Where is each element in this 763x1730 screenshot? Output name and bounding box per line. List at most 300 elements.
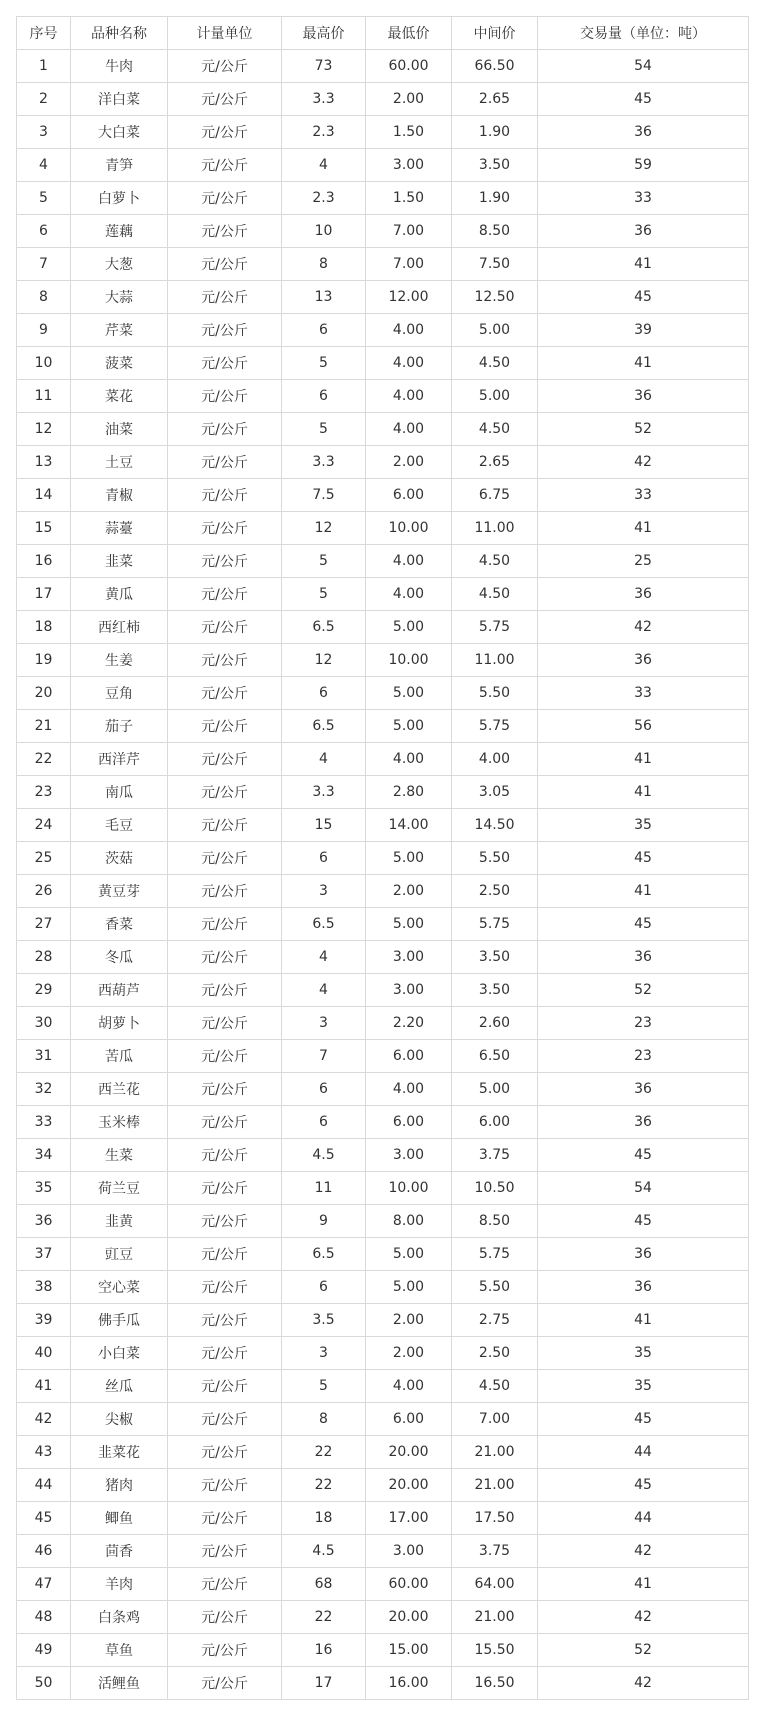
- table-row: [17, 215, 749, 248]
- cell-max-price: 8: [282, 1403, 366, 1436]
- cell-min-price: 3.00: [366, 1139, 452, 1172]
- cell-mid-price: 2.75: [452, 1304, 538, 1337]
- cell-variety-name: 南瓜: [71, 776, 168, 809]
- cell-variety-name: 佛手瓜: [71, 1304, 168, 1337]
- cell-max-price: 17: [282, 1667, 366, 1700]
- cell-unit: 元/公斤: [168, 479, 282, 512]
- table-row: [17, 380, 749, 413]
- cell-unit: 元/公斤: [168, 512, 282, 545]
- cell-variety-name: 西葫芦: [71, 974, 168, 1007]
- table-row: [17, 1436, 749, 1469]
- cell-variety-name: 韭菜: [71, 545, 168, 578]
- cell-mid-price: 21.00: [452, 1469, 538, 1502]
- table-row: [17, 1601, 749, 1634]
- cell-index: 15: [17, 512, 71, 545]
- table-row: [17, 611, 749, 644]
- cell-volume: 45: [538, 842, 749, 875]
- cell-mid-price: 4.50: [452, 578, 538, 611]
- cell-volume: 41: [538, 1568, 749, 1601]
- cell-max-price: 6.5: [282, 908, 366, 941]
- price-table-container: [16, 16, 749, 1700]
- table-row: [17, 314, 749, 347]
- cell-min-price: 6.00: [366, 479, 452, 512]
- cell-min-price: 4.00: [366, 1370, 452, 1403]
- cell-min-price: 4.00: [366, 314, 452, 347]
- cell-max-price: 22: [282, 1436, 366, 1469]
- cell-unit: 元/公斤: [168, 50, 282, 83]
- cell-index: 8: [17, 281, 71, 314]
- cell-min-price: 4.00: [366, 545, 452, 578]
- cell-variety-name: 韭黄: [71, 1205, 168, 1238]
- cell-max-price: 18: [282, 1502, 366, 1535]
- cell-index: 22: [17, 743, 71, 776]
- cell-volume: 36: [538, 578, 749, 611]
- cell-volume: 44: [538, 1502, 749, 1535]
- cell-max-price: 12: [282, 512, 366, 545]
- cell-max-price: 16: [282, 1634, 366, 1667]
- cell-min-price: 7.00: [366, 248, 452, 281]
- cell-unit: 元/公斤: [168, 1007, 282, 1040]
- cell-mid-price: 5.75: [452, 908, 538, 941]
- cell-max-price: 5: [282, 545, 366, 578]
- header-row: [17, 17, 749, 50]
- cell-max-price: 6: [282, 1271, 366, 1304]
- cell-min-price: 1.50: [366, 116, 452, 149]
- table-row: [17, 1304, 749, 1337]
- cell-mid-price: 5.75: [452, 1238, 538, 1271]
- cell-variety-name: 茨菇: [71, 842, 168, 875]
- cell-index: 36: [17, 1205, 71, 1238]
- cell-max-price: 15: [282, 809, 366, 842]
- cell-volume: 52: [538, 1634, 749, 1667]
- cell-mid-price: 1.90: [452, 182, 538, 215]
- header-col-min-price: 最低价: [366, 17, 452, 50]
- cell-index: 14: [17, 479, 71, 512]
- cell-unit: 元/公斤: [168, 1139, 282, 1172]
- cell-volume: 59: [538, 149, 749, 182]
- table-row: [17, 941, 749, 974]
- cell-mid-price: 4.50: [452, 545, 538, 578]
- cell-volume: 52: [538, 974, 749, 1007]
- cell-unit: 元/公斤: [168, 1634, 282, 1667]
- table-row: [17, 512, 749, 545]
- table-row: [17, 1205, 749, 1238]
- cell-variety-name: 草鱼: [71, 1634, 168, 1667]
- table-row: [17, 83, 749, 116]
- cell-mid-price: 64.00: [452, 1568, 538, 1601]
- cell-min-price: 5.00: [366, 677, 452, 710]
- cell-mid-price: 5.00: [452, 1073, 538, 1106]
- cell-mid-price: 7.50: [452, 248, 538, 281]
- cell-index: 2: [17, 83, 71, 116]
- cell-volume: 54: [538, 1172, 749, 1205]
- cell-mid-price: 8.50: [452, 1205, 538, 1238]
- cell-unit: 元/公斤: [168, 1304, 282, 1337]
- table-row: [17, 413, 749, 446]
- cell-mid-price: 4.50: [452, 413, 538, 446]
- cell-variety-name: 西红柿: [71, 611, 168, 644]
- cell-variety-name: 白条鸡: [71, 1601, 168, 1634]
- cell-variety-name: 豆角: [71, 677, 168, 710]
- cell-min-price: 3.00: [366, 974, 452, 1007]
- cell-max-price: 4: [282, 743, 366, 776]
- cell-variety-name: 毛豆: [71, 809, 168, 842]
- cell-min-price: 4.00: [366, 413, 452, 446]
- table-row: [17, 479, 749, 512]
- cell-min-price: 60.00: [366, 1568, 452, 1601]
- cell-index: 42: [17, 1403, 71, 1436]
- cell-index: 1: [17, 50, 71, 83]
- cell-mid-price: 7.00: [452, 1403, 538, 1436]
- cell-index: 50: [17, 1667, 71, 1700]
- cell-min-price: 16.00: [366, 1667, 452, 1700]
- cell-variety-name: 茄子: [71, 710, 168, 743]
- cell-volume: 36: [538, 1238, 749, 1271]
- cell-mid-price: 5.00: [452, 380, 538, 413]
- cell-min-price: 2.20: [366, 1007, 452, 1040]
- cell-unit: 元/公斤: [168, 1535, 282, 1568]
- price-table: [16, 16, 749, 1700]
- cell-max-price: 13: [282, 281, 366, 314]
- cell-min-price: 4.00: [366, 380, 452, 413]
- table-row: [17, 1271, 749, 1304]
- cell-max-price: 9: [282, 1205, 366, 1238]
- cell-index: 48: [17, 1601, 71, 1634]
- cell-min-price: 20.00: [366, 1469, 452, 1502]
- table-row: [17, 974, 749, 1007]
- cell-index: 23: [17, 776, 71, 809]
- cell-min-price: 3.00: [366, 149, 452, 182]
- cell-mid-price: 2.50: [452, 1337, 538, 1370]
- cell-unit: 元/公斤: [168, 875, 282, 908]
- cell-unit: 元/公斤: [168, 215, 282, 248]
- cell-mid-price: 5.50: [452, 842, 538, 875]
- cell-mid-price: 15.50: [452, 1634, 538, 1667]
- cell-mid-price: 5.50: [452, 677, 538, 710]
- cell-index: 40: [17, 1337, 71, 1370]
- cell-unit: 元/公斤: [168, 1403, 282, 1436]
- table-row: [17, 149, 749, 182]
- cell-max-price: 3: [282, 875, 366, 908]
- cell-min-price: 5.00: [366, 1238, 452, 1271]
- cell-max-price: 5: [282, 1370, 366, 1403]
- cell-index: 29: [17, 974, 71, 1007]
- cell-volume: 36: [538, 116, 749, 149]
- cell-max-price: 5: [282, 413, 366, 446]
- cell-unit: 元/公斤: [168, 1238, 282, 1271]
- cell-variety-name: 西洋芹: [71, 743, 168, 776]
- table-row: [17, 644, 749, 677]
- cell-max-price: 73: [282, 50, 366, 83]
- cell-min-price: 2.00: [366, 1304, 452, 1337]
- cell-variety-name: 活鲤鱼: [71, 1667, 168, 1700]
- cell-volume: 41: [538, 1304, 749, 1337]
- cell-volume: 35: [538, 1337, 749, 1370]
- header-col-max-price: 最高价: [282, 17, 366, 50]
- cell-index: 34: [17, 1139, 71, 1172]
- cell-index: 7: [17, 248, 71, 281]
- cell-index: 30: [17, 1007, 71, 1040]
- cell-variety-name: 尖椒: [71, 1403, 168, 1436]
- cell-variety-name: 大白菜: [71, 116, 168, 149]
- table-row: [17, 1337, 749, 1370]
- cell-max-price: 3: [282, 1337, 366, 1370]
- cell-volume: 23: [538, 1007, 749, 1040]
- cell-unit: 元/公斤: [168, 974, 282, 1007]
- cell-unit: 元/公斤: [168, 644, 282, 677]
- cell-max-price: 3.5: [282, 1304, 366, 1337]
- table-row: [17, 116, 749, 149]
- cell-min-price: 10.00: [366, 1172, 452, 1205]
- cell-variety-name: 香菜: [71, 908, 168, 941]
- cell-unit: 元/公斤: [168, 611, 282, 644]
- header-col-volume: 交易量（单位：吨）: [538, 17, 749, 50]
- cell-unit: 元/公斤: [168, 842, 282, 875]
- cell-index: 45: [17, 1502, 71, 1535]
- table-row: [17, 1634, 749, 1667]
- cell-variety-name: 西兰花: [71, 1073, 168, 1106]
- header-col-variety-name: 品种名称: [71, 17, 168, 50]
- cell-variety-name: 羊肉: [71, 1568, 168, 1601]
- cell-variety-name: 白萝卜: [71, 182, 168, 215]
- cell-max-price: 7.5: [282, 479, 366, 512]
- cell-min-price: 1.50: [366, 182, 452, 215]
- table-row: [17, 1007, 749, 1040]
- cell-mid-price: 12.50: [452, 281, 538, 314]
- cell-min-price: 5.00: [366, 710, 452, 743]
- cell-mid-price: 21.00: [452, 1601, 538, 1634]
- cell-mid-price: 2.65: [452, 446, 538, 479]
- cell-index: 46: [17, 1535, 71, 1568]
- table-row: [17, 50, 749, 83]
- cell-unit: 元/公斤: [168, 1370, 282, 1403]
- table-header: [17, 17, 749, 50]
- cell-volume: 33: [538, 677, 749, 710]
- cell-min-price: 2.00: [366, 83, 452, 116]
- cell-index: 26: [17, 875, 71, 908]
- cell-mid-price: 6.75: [452, 479, 538, 512]
- cell-unit: 元/公斤: [168, 1436, 282, 1469]
- cell-mid-price: 3.75: [452, 1139, 538, 1172]
- cell-max-price: 11: [282, 1172, 366, 1205]
- cell-max-price: 10: [282, 215, 366, 248]
- cell-index: 31: [17, 1040, 71, 1073]
- cell-volume: 45: [538, 1403, 749, 1436]
- cell-min-price: 2.00: [366, 446, 452, 479]
- cell-max-price: 68: [282, 1568, 366, 1601]
- header-col-mid-price: 中间价: [452, 17, 538, 50]
- table-body: [17, 50, 749, 1700]
- cell-volume: 35: [538, 1370, 749, 1403]
- cell-min-price: 2.80: [366, 776, 452, 809]
- cell-min-price: 17.00: [366, 1502, 452, 1535]
- cell-min-price: 20.00: [366, 1601, 452, 1634]
- cell-index: 33: [17, 1106, 71, 1139]
- cell-min-price: 7.00: [366, 215, 452, 248]
- cell-index: 37: [17, 1238, 71, 1271]
- cell-max-price: 22: [282, 1601, 366, 1634]
- cell-mid-price: 10.50: [452, 1172, 538, 1205]
- cell-mid-price: 3.50: [452, 941, 538, 974]
- cell-variety-name: 土豆: [71, 446, 168, 479]
- cell-index: 39: [17, 1304, 71, 1337]
- cell-unit: 元/公斤: [168, 1205, 282, 1238]
- cell-unit: 元/公斤: [168, 83, 282, 116]
- cell-index: 3: [17, 116, 71, 149]
- cell-index: 12: [17, 413, 71, 446]
- cell-unit: 元/公斤: [168, 677, 282, 710]
- cell-index: 18: [17, 611, 71, 644]
- cell-unit: 元/公斤: [168, 116, 282, 149]
- cell-variety-name: 猪肉: [71, 1469, 168, 1502]
- cell-variety-name: 丝瓜: [71, 1370, 168, 1403]
- cell-unit: 元/公斤: [168, 1601, 282, 1634]
- cell-mid-price: 3.05: [452, 776, 538, 809]
- cell-mid-price: 4.50: [452, 1370, 538, 1403]
- cell-unit: 元/公斤: [168, 1106, 282, 1139]
- cell-index: 11: [17, 380, 71, 413]
- table-row: [17, 281, 749, 314]
- cell-variety-name: 韭菜花: [71, 1436, 168, 1469]
- cell-unit: 元/公斤: [168, 1073, 282, 1106]
- cell-index: 21: [17, 710, 71, 743]
- cell-volume: 36: [538, 380, 749, 413]
- cell-max-price: 5: [282, 347, 366, 380]
- cell-min-price: 8.00: [366, 1205, 452, 1238]
- cell-min-price: 6.00: [366, 1106, 452, 1139]
- cell-max-price: 6.5: [282, 1238, 366, 1271]
- cell-max-price: 4: [282, 974, 366, 1007]
- cell-volume: 41: [538, 743, 749, 776]
- cell-max-price: 8: [282, 248, 366, 281]
- cell-variety-name: 茴香: [71, 1535, 168, 1568]
- table-row: [17, 908, 749, 941]
- cell-max-price: 6: [282, 314, 366, 347]
- cell-variety-name: 油菜: [71, 413, 168, 446]
- cell-variety-name: 冬瓜: [71, 941, 168, 974]
- cell-index: 47: [17, 1568, 71, 1601]
- cell-index: 25: [17, 842, 71, 875]
- cell-volume: 39: [538, 314, 749, 347]
- cell-min-price: 4.00: [366, 743, 452, 776]
- cell-volume: 25: [538, 545, 749, 578]
- cell-mid-price: 2.65: [452, 83, 538, 116]
- cell-variety-name: 生菜: [71, 1139, 168, 1172]
- cell-max-price: 12: [282, 644, 366, 677]
- table-row: [17, 347, 749, 380]
- cell-max-price: 5: [282, 578, 366, 611]
- cell-index: 13: [17, 446, 71, 479]
- cell-variety-name: 荷兰豆: [71, 1172, 168, 1205]
- table-row: [17, 578, 749, 611]
- cell-index: 43: [17, 1436, 71, 1469]
- cell-max-price: 4.5: [282, 1139, 366, 1172]
- table-row: [17, 248, 749, 281]
- cell-variety-name: 生姜: [71, 644, 168, 677]
- cell-variety-name: 鲫鱼: [71, 1502, 168, 1535]
- table-row: [17, 1073, 749, 1106]
- table-row: [17, 1040, 749, 1073]
- table-row: [17, 545, 749, 578]
- cell-mid-price: 5.00: [452, 314, 538, 347]
- cell-min-price: 5.00: [366, 611, 452, 644]
- cell-index: 4: [17, 149, 71, 182]
- table-row: [17, 1139, 749, 1172]
- cell-volume: 42: [538, 1535, 749, 1568]
- cell-volume: 33: [538, 182, 749, 215]
- cell-unit: 元/公斤: [168, 1568, 282, 1601]
- cell-max-price: 3: [282, 1007, 366, 1040]
- cell-volume: 56: [538, 710, 749, 743]
- cell-unit: 元/公斤: [168, 446, 282, 479]
- cell-unit: 元/公斤: [168, 149, 282, 182]
- cell-mid-price: 11.00: [452, 512, 538, 545]
- table-row: [17, 1469, 749, 1502]
- cell-volume: 45: [538, 1469, 749, 1502]
- cell-mid-price: 4.50: [452, 347, 538, 380]
- cell-max-price: 3.3: [282, 776, 366, 809]
- cell-min-price: 14.00: [366, 809, 452, 842]
- cell-max-price: 3.3: [282, 446, 366, 479]
- cell-volume: 33: [538, 479, 749, 512]
- cell-unit: 元/公斤: [168, 248, 282, 281]
- cell-index: 41: [17, 1370, 71, 1403]
- cell-variety-name: 青椒: [71, 479, 168, 512]
- table-row: [17, 1502, 749, 1535]
- cell-mid-price: 8.50: [452, 215, 538, 248]
- cell-variety-name: 小白菜: [71, 1337, 168, 1370]
- cell-variety-name: 莲藕: [71, 215, 168, 248]
- cell-mid-price: 3.50: [452, 149, 538, 182]
- cell-min-price: 4.00: [366, 578, 452, 611]
- cell-mid-price: 3.75: [452, 1535, 538, 1568]
- cell-variety-name: 胡萝卜: [71, 1007, 168, 1040]
- cell-mid-price: 4.00: [452, 743, 538, 776]
- cell-variety-name: 黄瓜: [71, 578, 168, 611]
- cell-mid-price: 5.50: [452, 1271, 538, 1304]
- cell-mid-price: 6.50: [452, 1040, 538, 1073]
- cell-unit: 元/公斤: [168, 347, 282, 380]
- cell-max-price: 7: [282, 1040, 366, 1073]
- cell-min-price: 5.00: [366, 842, 452, 875]
- cell-volume: 52: [538, 413, 749, 446]
- cell-min-price: 12.00: [366, 281, 452, 314]
- cell-variety-name: 黄豆芽: [71, 875, 168, 908]
- cell-index: 20: [17, 677, 71, 710]
- cell-mid-price: 66.50: [452, 50, 538, 83]
- cell-index: 49: [17, 1634, 71, 1667]
- cell-volume: 42: [538, 1667, 749, 1700]
- cell-index: 5: [17, 182, 71, 215]
- cell-mid-price: 16.50: [452, 1667, 538, 1700]
- cell-mid-price: 5.75: [452, 710, 538, 743]
- cell-volume: 36: [538, 1106, 749, 1139]
- cell-variety-name: 大蒜: [71, 281, 168, 314]
- cell-index: 35: [17, 1172, 71, 1205]
- table-row: [17, 776, 749, 809]
- cell-min-price: 5.00: [366, 908, 452, 941]
- cell-unit: 元/公斤: [168, 743, 282, 776]
- header-col-unit: 计量单位: [168, 17, 282, 50]
- cell-index: 38: [17, 1271, 71, 1304]
- cell-variety-name: 洋白菜: [71, 83, 168, 116]
- cell-volume: 42: [538, 1601, 749, 1634]
- cell-unit: 元/公斤: [168, 1040, 282, 1073]
- cell-volume: 54: [538, 50, 749, 83]
- cell-index: 17: [17, 578, 71, 611]
- cell-variety-name: 大葱: [71, 248, 168, 281]
- cell-unit: 元/公斤: [168, 413, 282, 446]
